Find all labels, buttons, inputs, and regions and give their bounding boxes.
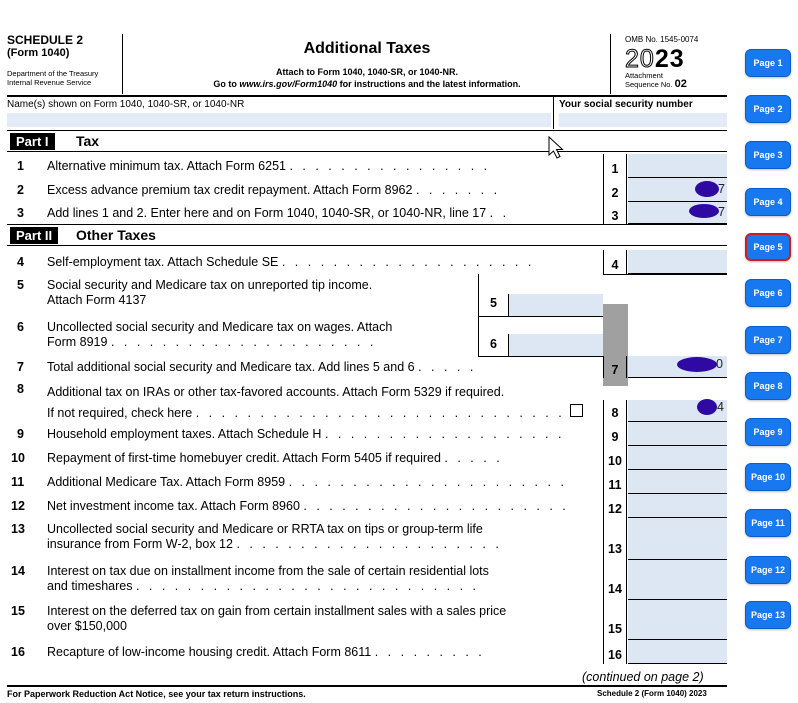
line-box-number: 15: [603, 600, 627, 640]
line-box-number: 13: [603, 518, 627, 560]
amount-suffix: 7: [718, 182, 725, 196]
line-8: [7, 378, 727, 422]
part-1-title: Tax: [76, 133, 100, 149]
line-text: Add lines 1 and 2. Enter here and on Form 1040, 1040-SR, or 1040-NR, line 17 . .: [47, 206, 510, 220]
line-13-amount[interactable]: [628, 518, 727, 560]
line-number: 12: [11, 499, 25, 513]
form-footer-id: Schedule 2 (Form 1040) 2023: [597, 689, 707, 698]
name-label: Name(s) shown on Form 1040, 1040-SR, or 1040-NR: [7, 99, 245, 110]
form-title: Additional Taxes: [303, 40, 431, 57]
line-text: Uncollected social security and Medicare tax on wages. Attach Form 8919 . . . . . . . . . . . . . . . . . . . . .: [47, 320, 393, 349]
taxpayer-name-row: [7, 97, 727, 129]
redaction-mark: [695, 181, 719, 197]
name-field[interactable]: [7, 113, 551, 127]
part-2-tag: Part II: [10, 227, 58, 244]
line-number: 14: [11, 564, 25, 578]
line-box-number: 10: [603, 446, 627, 470]
line-box-number: 9: [603, 422, 627, 446]
line-13: [7, 518, 727, 560]
line-box-number: 6: [478, 316, 508, 356]
line-number: 6: [17, 320, 24, 334]
line-text: Household employment taxes. Attach Schedule H . . . . . . . . . . . . . . . . . . .: [47, 427, 565, 441]
attach-instruction: Attach to Form 1040, 1040-SR, or 1040-NR.: [275, 67, 459, 77]
line-16-amount[interactable]: [628, 640, 727, 664]
amount-suffix: 7: [718, 205, 725, 219]
line-text: Interest on tax due on installment income from the sale of certain residential lots and timeshares . . . . . . . . . . . . . . . . . . . . . . . . . . .: [47, 564, 489, 593]
schedule-label: SCHEDULE 2: [7, 33, 84, 47]
mouse-cursor-icon: [548, 136, 566, 160]
line-box-number: 16: [603, 640, 627, 664]
form-identity: [7, 34, 123, 94]
line-text: Self-employment tax. Attach Schedule SE . . . . . . . . . . . . . . . . . . . .: [47, 255, 535, 269]
line-5-amount[interactable]: [508, 294, 603, 316]
part-2-rule: [7, 245, 727, 246]
ssn-field[interactable]: [559, 113, 727, 127]
line-box-number: 7: [603, 356, 627, 378]
line-number: 2: [17, 183, 24, 197]
line-12-amount[interactable]: [628, 494, 727, 518]
part-1-header: [7, 130, 727, 150]
form-number: (Form 1040): [7, 47, 70, 59]
line-number: 11: [11, 475, 25, 489]
line-number: 7: [17, 360, 24, 374]
line-number: 15: [11, 604, 25, 618]
page-button-12[interactable]: Page 12: [745, 556, 791, 584]
line-4: [7, 250, 727, 274]
line-number: 1: [17, 159, 24, 173]
part-2-title: Other Taxes: [76, 227, 156, 243]
page-button-6[interactable]: Page 6: [745, 279, 791, 307]
line-number: 3: [17, 206, 24, 220]
line-box-number: 14: [603, 560, 627, 600]
line-number: 9: [17, 427, 24, 441]
line-text: Additional Medicare Tax. Attach Form 8959 . . . . . . . . . . . . . . . . . . . . . .: [47, 475, 567, 489]
line-text: Net investment income tax. Attach Form 8960 . . . . . . . . . . . . . . . . . . . . .: [47, 499, 569, 513]
amount-suffix: 4: [717, 400, 724, 414]
page-button-13[interactable]: Page 13: [745, 601, 791, 629]
footer-rule: [7, 685, 727, 687]
line-text: Social security and Medicare tax on unreported tip income. Attach Form 4137: [47, 278, 373, 307]
line-9-amount[interactable]: [628, 422, 727, 446]
department-label: Department of the Treasury Internal Revenue Service: [7, 69, 99, 87]
line-6-amount[interactable]: [508, 334, 603, 356]
line-2: [7, 178, 727, 202]
page-button-8[interactable]: Page 8: [745, 372, 791, 400]
line-text: Repayment of first-time homebuyer credit. Attach Form 5405 if required . . . . .: [47, 451, 503, 465]
line-box-number: 5: [478, 274, 508, 316]
line-15: [7, 600, 727, 640]
line-12: [7, 494, 727, 518]
line-box-number: 12: [603, 494, 627, 518]
part-1-tag: Part I: [10, 133, 55, 150]
line-number: 4: [17, 255, 24, 269]
continued-note: (continued on page 2): [582, 670, 704, 684]
form-title-block: [125, 34, 609, 94]
line-11: [7, 470, 727, 494]
page-button-10[interactable]: Page 10: [745, 463, 791, 491]
omb-number: OMB No. 1545-0074: [625, 35, 699, 44]
line-number: 8: [17, 382, 24, 396]
attachment-sequence: Attachment Sequence No. 02: [625, 71, 687, 90]
paperwork-notice: For Paperwork Reduction Act Notice, see your tax return instructions.: [7, 689, 306, 699]
line-1-amount[interactable]: [628, 154, 727, 178]
line-8-checkbox[interactable]: [570, 404, 583, 417]
page-button-7[interactable]: Page 7: [745, 326, 791, 354]
irs-url: www.irs.gov/Form1040: [239, 79, 338, 89]
line-text: Uncollected social security and Medicare or RRTA tax on tips or group-term life insurance from Form W-2, box 12 . . . . . . . . . . . . . . . . . . . . .: [47, 522, 502, 551]
line-9: [7, 422, 727, 446]
instructions-link-text: Go to www.irs.gov/Form1040 for instructions and the latest information.: [213, 79, 521, 89]
page-button-9[interactable]: Page 9: [745, 418, 791, 446]
line-text: Total additional social security and Medicare tax. Add lines 5 and 6 . . . . .: [47, 360, 477, 374]
ssn-label: Your social security number: [559, 99, 693, 110]
line-4-amount[interactable]: [628, 250, 727, 274]
page-button-2[interactable]: Page 2: [745, 95, 791, 123]
line-box-number: 2: [603, 178, 627, 202]
page-button-4[interactable]: Page 4: [745, 188, 791, 216]
line-5: [7, 274, 727, 316]
line-10: [7, 446, 727, 470]
line-number: 5: [17, 278, 24, 292]
redaction-mark: [689, 204, 719, 218]
line-text: Excess advance premium tax credit repayment. Attach Form 8962 . . . . . . .: [47, 183, 501, 197]
line-number: 10: [11, 451, 25, 465]
schedule-2-form: [7, 30, 727, 703]
page-button-11[interactable]: Page 11: [745, 509, 791, 537]
tax-year: 2023: [625, 45, 685, 73]
page-button-3[interactable]: Page 3: [745, 141, 791, 169]
line-text: Interest on the deferred tax on gain from certain installment sales with a sales price over $150,000: [47, 604, 507, 633]
line-text: Additional tax on IRAs or other tax-favored accounts. Attach Form 5329 if required. If not required, check here . . . . . . . . . . . . . . . . . . . . . . . . . . . . .: [47, 385, 565, 420]
line-7: [7, 356, 727, 378]
part-1-rule: [7, 151, 727, 152]
name-ssn-divider: [553, 97, 554, 129]
line-box-number: 3: [603, 202, 627, 224]
line-15-amount[interactable]: [628, 600, 727, 640]
line-number: 16: [11, 645, 25, 659]
part-2-header: [7, 224, 727, 244]
redaction-mark: [697, 399, 717, 415]
line-14: [7, 560, 727, 600]
line-10-amount[interactable]: [628, 446, 727, 470]
line-text: Alternative minimum tax. Attach Form 6251 . . . . . . . . . . . . . . . .: [47, 159, 491, 173]
page-button-1[interactable]: Page 1: [745, 49, 791, 77]
page-button-5[interactable]: Page 5: [745, 233, 791, 261]
redaction-mark: [677, 357, 717, 372]
line-3: [7, 202, 727, 224]
line-11-amount[interactable]: [628, 470, 727, 494]
line-box-number: 1: [603, 154, 627, 178]
line-box-number: 11: [603, 470, 627, 494]
line-1: [7, 154, 727, 178]
amount-suffix: 0: [716, 357, 723, 371]
line-box-number: 4: [603, 250, 627, 274]
line-6: [7, 316, 727, 356]
line-14-amount[interactable]: [628, 560, 727, 600]
line-16: [7, 640, 727, 664]
line-number: 13: [11, 522, 25, 536]
omb-block: [610, 34, 727, 94]
line-text: Recapture of low-income housing credit. Attach Form 8611 . . . . . . . . .: [47, 645, 485, 659]
line-box-number: 8: [603, 400, 627, 422]
